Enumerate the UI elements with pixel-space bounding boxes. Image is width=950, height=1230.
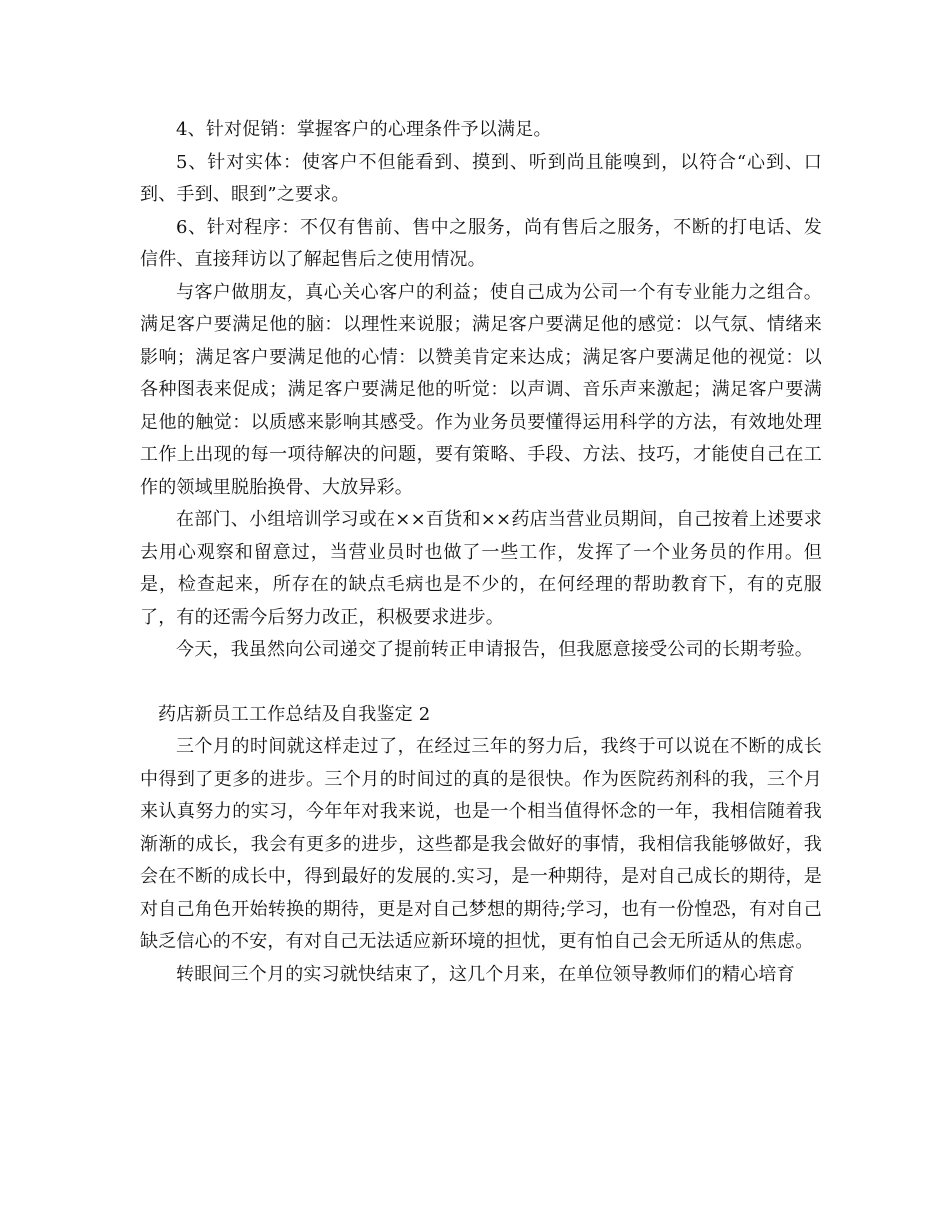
section-title: 药店新员工工作总结及自我鉴定 2 xyxy=(158,703,431,725)
paragraph-internship-ending: 转眼间三个月的实习就快结束了，这几个月来，在单位领导教师们的精心培育 xyxy=(176,963,795,985)
paragraph-promotion: 4、针对促销：掌握客户的心理条件予以满足。 xyxy=(176,119,552,140)
paragraph-entity: 5、针对实体：使客户不但能看到、摸到、听到尚且能嗅到，以符合“心到、口到、手到、眼到”之要求。 xyxy=(140,151,822,205)
paragraph-today: 今天，我虽然向公司递交了提前转正申请报告，但我愿意接受公司的长期考验。 xyxy=(176,639,813,660)
paragraph-training: 在部门、小组培训学习或在××百货和××药店当营业员期间，自己按着上述要求去用心观察和留意过，当营业员时也做了一些工作，发挥了一个业务员的作用。但是，检查起来，所存在的缺点毛病也是不少的，在何经理的帮助教育下，有的克服了，有的还需今后努力改正，积极要求进步。 xyxy=(140,509,822,628)
paragraph-customer-friend: 与客户做朋友，真心关心客户的利益；使自己成为公司一个有专业能力之组合。满足客户要满足他的脑：以理性来说服；满足客户要满足他的感觉：以气氛、情绪来影响；满足客户要满足他的心情：以赞美肯定来达成；满足客户要满足他的视觉：以各种图表来促成；满足客户要满足他的听觉：以声调、音乐声来激起；满足客户要满足他的触觉：以质感来影响其感受。作为业务员要懂得运用科学的方法，有效地处理工作上出现的每一项待解决的问题，要有策略、手段、方法、技巧，才能使自己在工作的领域里脱胎换骨、大放异彩。 xyxy=(140,281,822,498)
paragraph-procedure: 6、针对程序：不仅有售前、售中之服务，尚有售后之服务，不断的打电话、发信件、直接拜访以了解起售后之使用情况。 xyxy=(140,216,822,270)
document-body xyxy=(140,114,822,991)
paragraph-three-months: 三个月的时间就这样走过了，在经过三年的努力后，我终于可以说在不断的成长中得到了更多的进步。三个月的时间过的真的是很快。作为医院药剂科的我，三个月来认真努力的实习，今年年对我来说，也是一个相当值得怀念的一年，我相信随着我渐渐的成长，我会有更多的进步，这些都是我会做好的事情，我相信我能够做好，我会在不断的成长中，得到最好的发展的.实习，是一种期待，是对自己成长的期待，是对自己角色开始转换的期待，更是对自己梦想的期待;学习，也有一份惶恐，有对自己缺乏信心的不安，有对自己无法适应新环境的担忧，更有怕自己会无所适从的焦虑。 xyxy=(140,736,822,952)
